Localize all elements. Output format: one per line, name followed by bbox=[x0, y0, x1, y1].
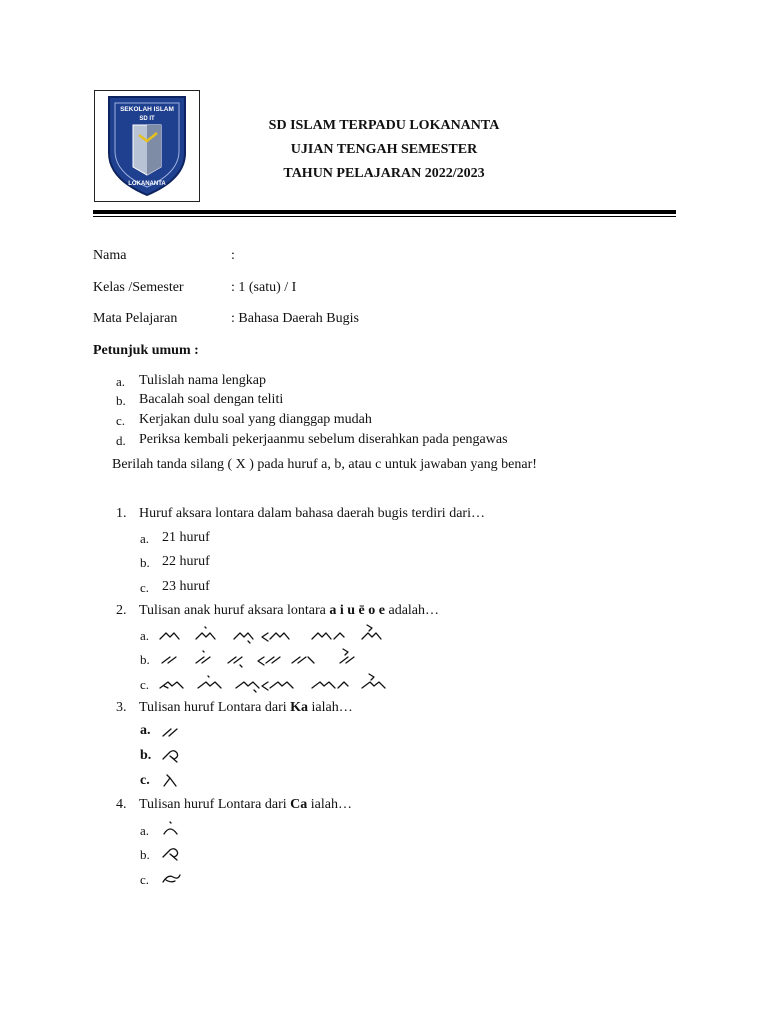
school-name: SD ISLAM TERPADU LOKANANTA bbox=[268, 118, 500, 133]
option-marker: c. bbox=[140, 580, 150, 595]
option-text: 22 huruf bbox=[162, 554, 210, 569]
question-number: 1. bbox=[116, 506, 127, 521]
school-logo-emblem bbox=[95, 91, 199, 201]
question-number: 2. bbox=[116, 603, 127, 618]
identity-label-class: Kelas /Semester bbox=[93, 280, 184, 295]
logo-text-mid: SD IT bbox=[139, 116, 155, 122]
option-text: 21 huruf bbox=[162, 530, 210, 545]
header-rule-thin bbox=[93, 216, 676, 217]
option-marker: a. bbox=[140, 723, 151, 738]
instruction-item: Periksa kembali pekerjaanmu sebelum diserahkan pada pengawas bbox=[139, 432, 508, 447]
question-text: Tulisan huruf Lontara dari Ka ialah… bbox=[139, 700, 353, 715]
identity-value-class: : 1 (satu) / I bbox=[231, 280, 297, 295]
option-marker: b. bbox=[140, 555, 150, 570]
question-text: Tulisan huruf Lontara dari Ca ialah… bbox=[139, 797, 352, 812]
question-text: Tulisan anak huruf aksara lontara a i u ē o e adalah… bbox=[139, 603, 440, 618]
lontara-ca-option-a bbox=[160, 819, 190, 839]
option-marker: b. bbox=[140, 748, 152, 763]
instructions-heading: Petunjuk umum : bbox=[93, 343, 199, 358]
instruction-marker: d. bbox=[116, 433, 126, 448]
identity-label-subject: Mata Pelajaran bbox=[93, 311, 178, 326]
logo-text-top: SEKOLAH ISLAM bbox=[120, 106, 174, 113]
instruction-marker: a. bbox=[116, 374, 126, 389]
option-marker: a. bbox=[140, 823, 150, 838]
lontara-option-b bbox=[160, 843, 190, 863]
lontara-option-c bbox=[160, 867, 190, 887]
instruction-marker: b. bbox=[116, 393, 126, 408]
lontara-glyphs-option-a bbox=[158, 622, 390, 644]
school-logo bbox=[94, 90, 200, 202]
option-marker: c. bbox=[140, 677, 150, 692]
header-rule-thick bbox=[93, 210, 676, 214]
option-marker: c. bbox=[140, 773, 150, 788]
exam-title: UJIAN TENGAH SEMESTER bbox=[290, 142, 478, 157]
lontara-glyphs-option-c bbox=[158, 671, 390, 693]
option-marker: b. bbox=[140, 652, 150, 667]
option-marker: a. bbox=[140, 628, 150, 643]
identity-value-name: : bbox=[231, 248, 235, 263]
option-text: 23 huruf bbox=[162, 579, 210, 594]
lontara-option-b bbox=[160, 745, 190, 765]
identity-label-name: Nama bbox=[93, 248, 127, 263]
option-marker: c. bbox=[140, 872, 150, 887]
logo-text-bottom: LOKANANTA bbox=[128, 181, 166, 187]
instruction-marker: c. bbox=[116, 413, 126, 428]
academic-year: TAHUN PELAJARAN 2022/2023 bbox=[283, 166, 485, 181]
lontara-option-c bbox=[160, 770, 190, 790]
instruction-item: Kerjakan dulu soal yang dianggap mudah bbox=[139, 412, 372, 427]
question-number: 3. bbox=[116, 700, 127, 715]
question-number: 4. bbox=[116, 797, 127, 812]
identity-value-subject: : Bahasa Daerah Bugis bbox=[231, 311, 359, 326]
answer-directive: Berilah tanda silang ( X ) pada huruf a, b, atau c untuk jawaban yang benar! bbox=[112, 457, 537, 472]
option-marker: b. bbox=[140, 847, 150, 862]
question-text: Huruf aksara lontara dalam bahasa daerah bugis terdiri dari… bbox=[139, 506, 485, 521]
instruction-item: Bacalah soal dengan teliti bbox=[139, 392, 284, 407]
lontara-ka-option-a bbox=[160, 721, 190, 741]
lontara-glyphs-option-b bbox=[158, 646, 390, 668]
instruction-item: Tulislah nama lengkap bbox=[139, 373, 267, 388]
option-marker: a. bbox=[140, 531, 150, 546]
